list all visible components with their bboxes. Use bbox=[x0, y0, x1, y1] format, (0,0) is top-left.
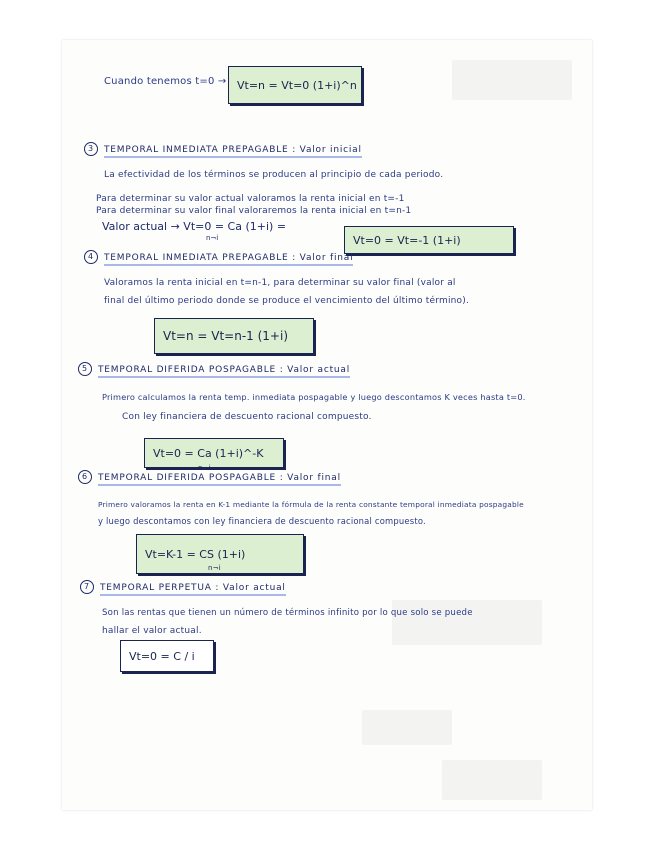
section-3-line-3: Para determinar su valor final valoraremos la renta inicial en t=n-1 bbox=[96, 206, 412, 216]
section-4-number: 4 bbox=[84, 250, 98, 264]
bleed-through-mark bbox=[362, 710, 452, 745]
section-4-title: TEMPORAL INMEDIATA PREPAGABLE bbox=[104, 252, 289, 263]
section-5-number: 5 bbox=[78, 362, 92, 376]
section-6-heading bbox=[78, 470, 341, 484]
section-3-subtitle: : Valor inicial bbox=[292, 144, 362, 155]
bleed-through-mark bbox=[442, 760, 542, 800]
section-6-subtitle: : Valor final bbox=[279, 472, 341, 483]
section-5-subtitle: : Valor actual bbox=[279, 364, 351, 375]
section-7-subtitle: : Valor actual bbox=[215, 582, 286, 593]
section-3-box-formula: Vt=0 = Vt=-1 (1+i) bbox=[353, 233, 461, 247]
section-6-box-formula: Vt=K-1 = CS (1+i) bbox=[145, 547, 246, 561]
section-7-number: 7 bbox=[80, 580, 94, 594]
section-4-line-2: final del último periodo donde se produce el vencimiento del último término). bbox=[104, 296, 470, 306]
section-5-line-1: Primero calculamos la renta temp. inmediata pospagable y luego descontamos K veces hasta t=0. bbox=[102, 392, 526, 402]
section-6-line-1: Primero valoramos la renta en K-1 mediante la fórmula de la renta constante temporal inmediata pospagable bbox=[98, 500, 524, 509]
section-5-box-sub: n¬i bbox=[198, 464, 211, 472]
section-7-heading bbox=[80, 580, 286, 594]
section-5-title: TEMPORAL DIFERIDA POSPAGABLE bbox=[98, 364, 277, 375]
intro-label: Cuando tenemos t=0 → bbox=[104, 76, 227, 87]
section-3-line-1: La efectividad de los términos se producen al principio de cada periodo. bbox=[104, 170, 444, 180]
intro-formula: Vt=n = Vt=0 (1+i)^n bbox=[237, 78, 357, 92]
section-7-line-2: hallar el valor actual. bbox=[102, 626, 202, 636]
section-4-line-1: Valoramos la renta inicial en t=n-1, para determinar su valor final (valor al bbox=[104, 278, 456, 288]
bleed-through-mark bbox=[392, 600, 542, 645]
section-3-title: TEMPORAL INMEDIATA PREPAGABLE bbox=[104, 144, 289, 155]
section-3-formula-text: Valor actual → Vt=0 = Ca (1+i) = bbox=[102, 220, 287, 233]
section-4-heading bbox=[84, 250, 353, 264]
section-4-box-formula: Vt=n = Vt=n-1 (1+i) bbox=[163, 329, 288, 343]
section-6-title: TEMPORAL DIFERIDA POSPAGABLE bbox=[98, 472, 277, 483]
section-3-heading bbox=[84, 142, 362, 156]
section-7-title: TEMPORAL PERPETUA bbox=[100, 582, 212, 593]
section-3-formula-box bbox=[344, 226, 514, 254]
intro-formula-box bbox=[228, 66, 362, 104]
bleed-through-mark bbox=[452, 60, 572, 100]
section-7-line-1: Son las rentas que tienen un número de términos infinito por lo que solo se puede bbox=[102, 608, 473, 618]
section-6-box-sub: n¬i bbox=[208, 564, 221, 572]
section-3-formula-sub: n¬i bbox=[206, 234, 219, 242]
section-3-formula-label bbox=[102, 220, 287, 242]
section-4-formula-box bbox=[154, 318, 314, 354]
section-4-subtitle: : Valor final bbox=[292, 252, 354, 263]
section-3-line-2: Para determinar su valor actual valoramos la renta inicial en t=-1 bbox=[96, 194, 405, 204]
section-3-number: 3 bbox=[84, 142, 98, 156]
notebook-page bbox=[62, 40, 592, 810]
section-6-line-2: y luego descontamos con ley financiera de descuento racional compuesto. bbox=[98, 516, 426, 526]
section-7-box-formula: Vt=0 = C / i bbox=[129, 649, 195, 663]
section-5-heading bbox=[78, 362, 350, 376]
section-7-formula-box bbox=[120, 640, 214, 672]
section-5-line-2: Con ley financiera de descuento racional compuesto. bbox=[122, 412, 372, 422]
section-5-formula-box bbox=[144, 438, 284, 468]
section-6-number: 6 bbox=[78, 470, 92, 484]
section-5-box-formula: Vt=0 = Ca (1+i)^-K bbox=[153, 446, 264, 460]
